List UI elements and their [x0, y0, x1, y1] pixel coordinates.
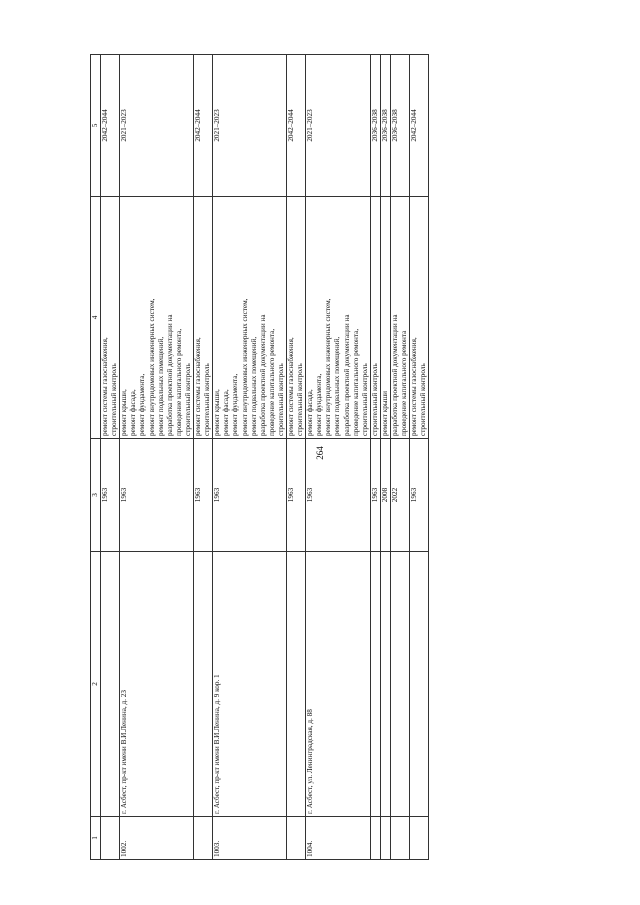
address-cell: [410, 552, 429, 817]
table-row: [120, 55, 194, 860]
works-cell: [194, 197, 213, 439]
work-item: ремонт внутридомовых инженерных систем,: [147, 298, 156, 436]
year-cell: 1963: [410, 439, 429, 552]
column-number: 1: [91, 817, 101, 860]
address-cell: [101, 552, 120, 817]
table-row: [380, 55, 390, 860]
work-item: ремонт крыши: [380, 390, 389, 436]
table-row: [370, 55, 380, 860]
column-number: 2: [91, 552, 101, 817]
table-row: [306, 55, 371, 860]
work-item: ремонт подвальных помещений,: [333, 336, 342, 436]
works-cell: [380, 197, 390, 439]
column-number: 4: [91, 197, 101, 439]
work-item: разработка проектной документации на: [165, 314, 174, 436]
column-number: 3: [91, 439, 101, 552]
works-cell: [370, 197, 380, 439]
row-number-cell: [391, 817, 410, 860]
work-item: ремонт системы газоснабжения,: [101, 337, 110, 436]
period-cell: 2036–2038: [370, 55, 380, 197]
table-row: [101, 55, 120, 860]
year-cell: 1963: [101, 439, 120, 552]
address-cell: г. Асбест, пр-кт имени В.И.Ленина, д. 9 кор. 1: [213, 552, 287, 817]
work-item: ремонт фасада,: [306, 389, 315, 436]
address-cell: [380, 552, 390, 817]
works-cell: [213, 197, 287, 439]
works-cell: [391, 197, 410, 439]
year-cell: 1963: [286, 439, 305, 552]
works-cell: [120, 197, 194, 439]
table-row: [213, 55, 287, 860]
table-row: [194, 55, 213, 860]
period-cell: 2036–2038: [391, 55, 410, 197]
work-item: строительный контроль: [296, 363, 305, 436]
rotated-table-area: [90, 80, 540, 860]
work-item: строительный контроль: [183, 363, 192, 436]
address-cell: [194, 552, 213, 817]
work-item: ремонт крыши,: [120, 389, 129, 436]
column-number-row: [91, 55, 101, 860]
work-item: ремонт фундамента,: [138, 373, 147, 436]
address-cell: [391, 552, 410, 817]
table-body: [101, 55, 429, 860]
work-item: строительный контроль: [110, 363, 119, 436]
work-item: ремонт фундамента,: [231, 373, 240, 436]
work-item: ремонт фасада,: [222, 389, 231, 436]
address-cell: г. Асбест, ул. Ленинградская, д. 88: [306, 552, 371, 817]
work-item: проведение капитального ремонта,: [351, 328, 360, 436]
row-number-cell: [410, 817, 429, 860]
period-cell: 2021–2023: [213, 55, 287, 197]
work-item: строительный контроль: [276, 363, 285, 436]
work-item: строительный контроль: [203, 363, 212, 436]
work-item: ремонт фасада,: [129, 389, 138, 436]
period-cell: 2042–2044: [410, 55, 429, 197]
work-item: строительный контроль: [360, 363, 369, 436]
work-item: ремонт внутридомовых инженерных систем,: [324, 298, 333, 436]
table-row: [391, 55, 410, 860]
row-number-cell: [380, 817, 390, 860]
work-item: ремонт крыши,: [213, 389, 222, 436]
work-item: проведение капитального ремонта,: [174, 328, 183, 436]
work-item: ремонт внутридомовых инженерных систем,: [240, 298, 249, 436]
row-number-cell: [194, 817, 213, 860]
work-item: ремонт подвальных помещений,: [249, 336, 258, 436]
repair-plan-table: [90, 54, 429, 860]
row-number-cell: 1002.: [120, 817, 194, 860]
work-item: строительный контроль: [370, 363, 379, 436]
period-cell: 2021–2023: [120, 55, 194, 197]
year-cell: 1963: [370, 439, 380, 552]
work-item: ремонт подвальных помещений,: [156, 336, 165, 436]
row-number-cell: [101, 817, 120, 860]
year-cell: 2008: [380, 439, 390, 552]
period-cell: 2021–2023: [306, 55, 371, 197]
row-number-cell: 1004.: [306, 817, 371, 860]
year-cell: 1963: [306, 439, 371, 552]
work-item: разработка проектной документации на: [258, 314, 267, 436]
works-cell: [286, 197, 305, 439]
works-cell: [101, 197, 120, 439]
year-cell: 2022: [391, 439, 410, 552]
work-item: разработка проектной документации на: [391, 314, 399, 436]
work-item: ремонт системы газоснабжения,: [286, 337, 295, 436]
work-item: ремонт системы газоснабжения,: [194, 337, 203, 436]
work-item: разработка проектной документации на: [342, 314, 351, 436]
works-cell: [306, 197, 371, 439]
table-row: [286, 55, 305, 860]
work-item: ремонт фундамента,: [315, 373, 324, 436]
table-row: [410, 55, 429, 860]
row-number-cell: [286, 817, 305, 860]
page-number: 264: [315, 446, 325, 460]
period-cell: 2042–2044: [286, 55, 305, 197]
works-cell: [410, 197, 429, 439]
column-number: 5: [91, 55, 101, 197]
address-cell: [370, 552, 380, 817]
row-number-cell: 1003.: [213, 817, 287, 860]
row-number-cell: [370, 817, 380, 860]
period-cell: 2042–2044: [101, 55, 120, 197]
year-cell: 1963: [213, 439, 287, 552]
work-item: проведение капитального ремонта,: [267, 328, 276, 436]
address-cell: [286, 552, 305, 817]
period-cell: 2042–2044: [194, 55, 213, 197]
work-item: строительный контроль: [419, 363, 428, 436]
period-cell: 2036–2038: [380, 55, 390, 197]
year-cell: 1963: [194, 439, 213, 552]
work-item: ремонт системы газоснабжения,: [410, 337, 419, 436]
year-cell: 1963: [120, 439, 194, 552]
address-cell: г. Асбест, пр-кт имени В.И.Ленина, д. 23: [120, 552, 194, 817]
work-item: проведение капитального ремонта: [400, 330, 409, 436]
